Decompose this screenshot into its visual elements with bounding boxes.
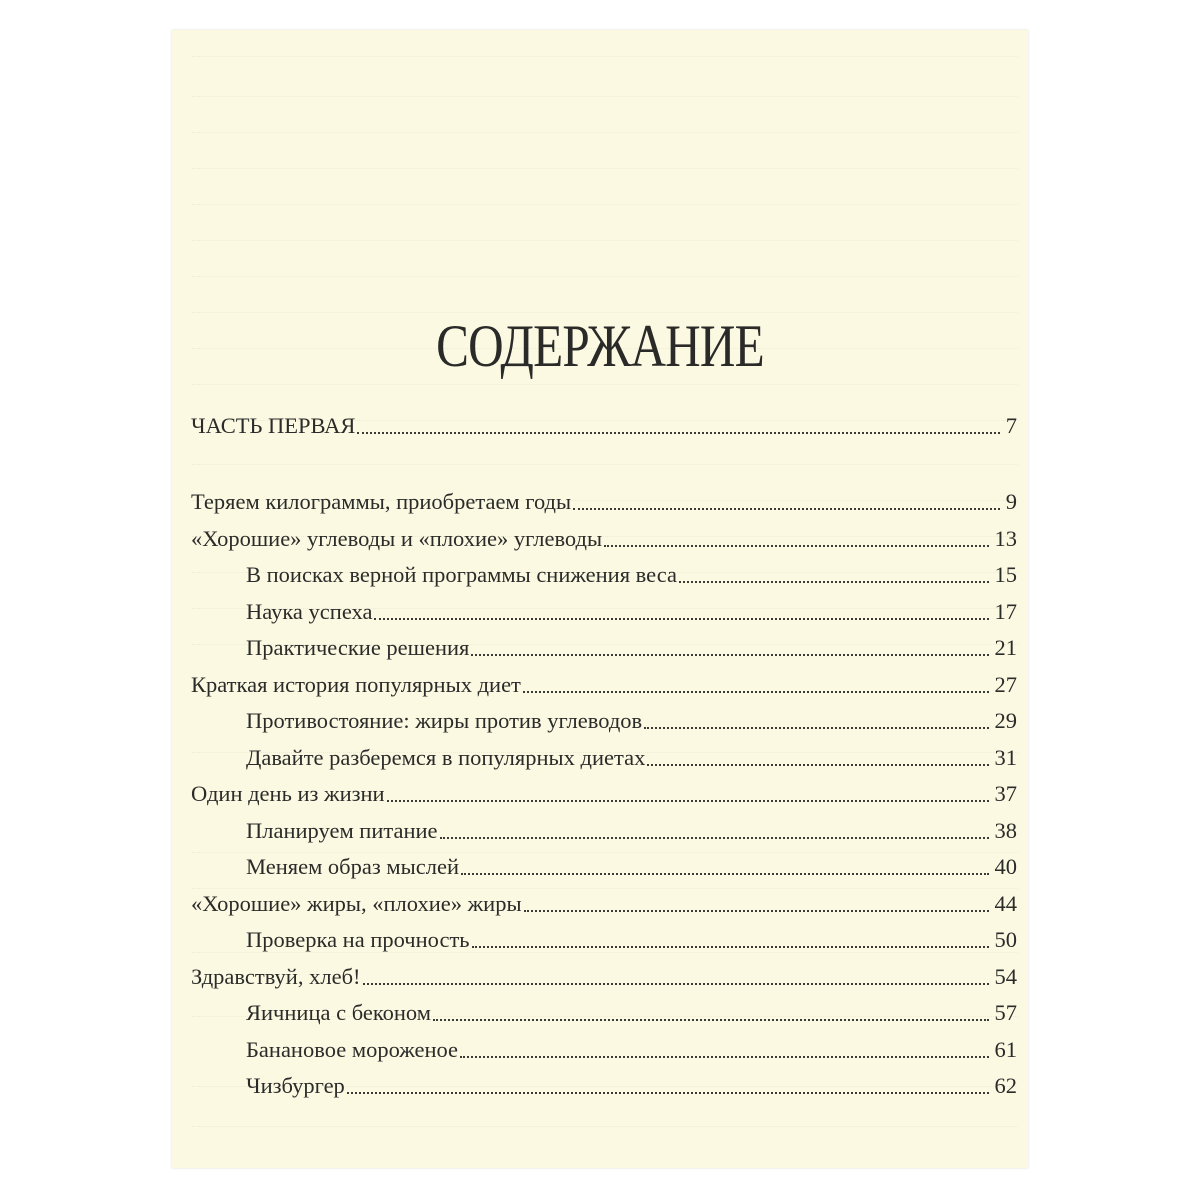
toc-subentry[interactable] — [191, 1034, 1017, 1066]
dot-leader — [460, 1056, 988, 1058]
dot-leader — [471, 654, 988, 656]
toc-entry-label: Проверка на прочность — [246, 927, 470, 952]
dot-leader — [472, 946, 989, 948]
toc-entry-page: 15 — [994, 562, 1017, 587]
toc-entry-page: 9 — [1005, 489, 1017, 514]
toc-entry-page: 17 — [994, 599, 1017, 624]
toc-entry-label: Теряем килограммы, приобретаем годы — [191, 489, 572, 514]
toc-subentry[interactable] — [191, 924, 1017, 956]
dot-leader — [433, 1019, 989, 1021]
toc-entry-label: Яичница с беконом — [246, 1000, 431, 1025]
toc-entry-label: Противостояние: жиры против углеводов — [246, 708, 643, 733]
toc-entry-page: 38 — [994, 818, 1017, 843]
toc-entry-label: Практические решения — [246, 635, 470, 660]
book-page — [172, 30, 1028, 1168]
toc-entry-label: Планируем питание — [246, 818, 438, 843]
toc-subentry[interactable] — [191, 705, 1017, 737]
toc-entry-page: 44 — [994, 891, 1017, 916]
dot-leader — [644, 727, 988, 729]
toc-entry-page: 61 — [994, 1037, 1017, 1062]
toc-subentry[interactable] — [191, 1070, 1017, 1102]
dot-leader — [440, 837, 989, 839]
toc-entry-page: 37 — [994, 781, 1017, 806]
toc-entry-label: В поисках верной программы снижения веса — [246, 562, 677, 587]
dot-leader — [357, 432, 999, 434]
toc-entry-part-one[interactable] — [191, 410, 1017, 442]
toc-entry-label: Здравствуй, хлеб! — [191, 964, 361, 989]
toc-entry-page: 50 — [994, 927, 1017, 952]
toc-entry[interactable] — [191, 669, 1017, 701]
page-title: СОДЕРЖАНИЕ — [436, 313, 764, 379]
toc-entry-page: 40 — [994, 854, 1017, 879]
toc-entry-label: Наука успеха — [246, 599, 373, 624]
toc-subentry[interactable] — [191, 742, 1017, 774]
toc-entry-page: 29 — [994, 708, 1017, 733]
toc-entry-label: Краткая история популярных диет — [191, 672, 521, 697]
toc-subentry[interactable] — [191, 559, 1017, 591]
dot-leader — [363, 983, 989, 985]
dot-leader — [387, 800, 989, 802]
toc-entry-label: Давайте разберемся в популярных диетах — [246, 745, 646, 770]
dot-leader — [604, 545, 988, 547]
toc-entry-label: Меняем образ мыслей — [246, 854, 459, 879]
toc-entry[interactable] — [191, 888, 1017, 920]
toc-subentry[interactable] — [191, 851, 1017, 883]
dot-leader — [647, 764, 988, 766]
toc-entry-page: 27 — [994, 672, 1017, 697]
toc-subentry[interactable] — [191, 596, 1017, 628]
dot-leader — [523, 691, 989, 693]
dot-leader — [524, 910, 989, 912]
toc-entry-page: 54 — [994, 964, 1017, 989]
toc-subentry[interactable] — [191, 815, 1017, 847]
toc-entry[interactable] — [191, 778, 1017, 810]
toc-entry-label: «Хорошие» углеводы и «плохие» углеводы — [191, 526, 603, 551]
toc-entry-label: «Хорошие» жиры, «плохие» жиры — [191, 891, 522, 916]
toc-entry-page: 7 — [1005, 413, 1017, 438]
dot-leader — [679, 581, 989, 583]
toc-entry-label: ЧАСТЬ ПЕРВАЯ — [191, 413, 356, 438]
dot-leader — [461, 873, 989, 875]
toc-entry-label: Чизбургер — [246, 1073, 345, 1098]
toc-entry-label: Один день из жизни — [191, 781, 385, 806]
dot-leader — [347, 1092, 989, 1094]
toc-entry[interactable] — [191, 961, 1017, 993]
toc-subentry[interactable] — [191, 632, 1017, 664]
toc-entry-label: Банановое мороженое — [246, 1037, 459, 1062]
toc-entry-page: 62 — [994, 1073, 1017, 1098]
toc-entry-page: 57 — [994, 1000, 1017, 1025]
toc-entry-page: 13 — [994, 526, 1017, 551]
toc-entry-page: 21 — [994, 635, 1017, 660]
dot-leader — [374, 618, 988, 620]
toc-entry[interactable] — [191, 486, 1017, 518]
toc-subentry[interactable] — [191, 997, 1017, 1029]
toc-entry-page: 31 — [994, 745, 1017, 770]
dot-leader — [573, 508, 1000, 510]
toc-entry[interactable] — [191, 523, 1017, 555]
